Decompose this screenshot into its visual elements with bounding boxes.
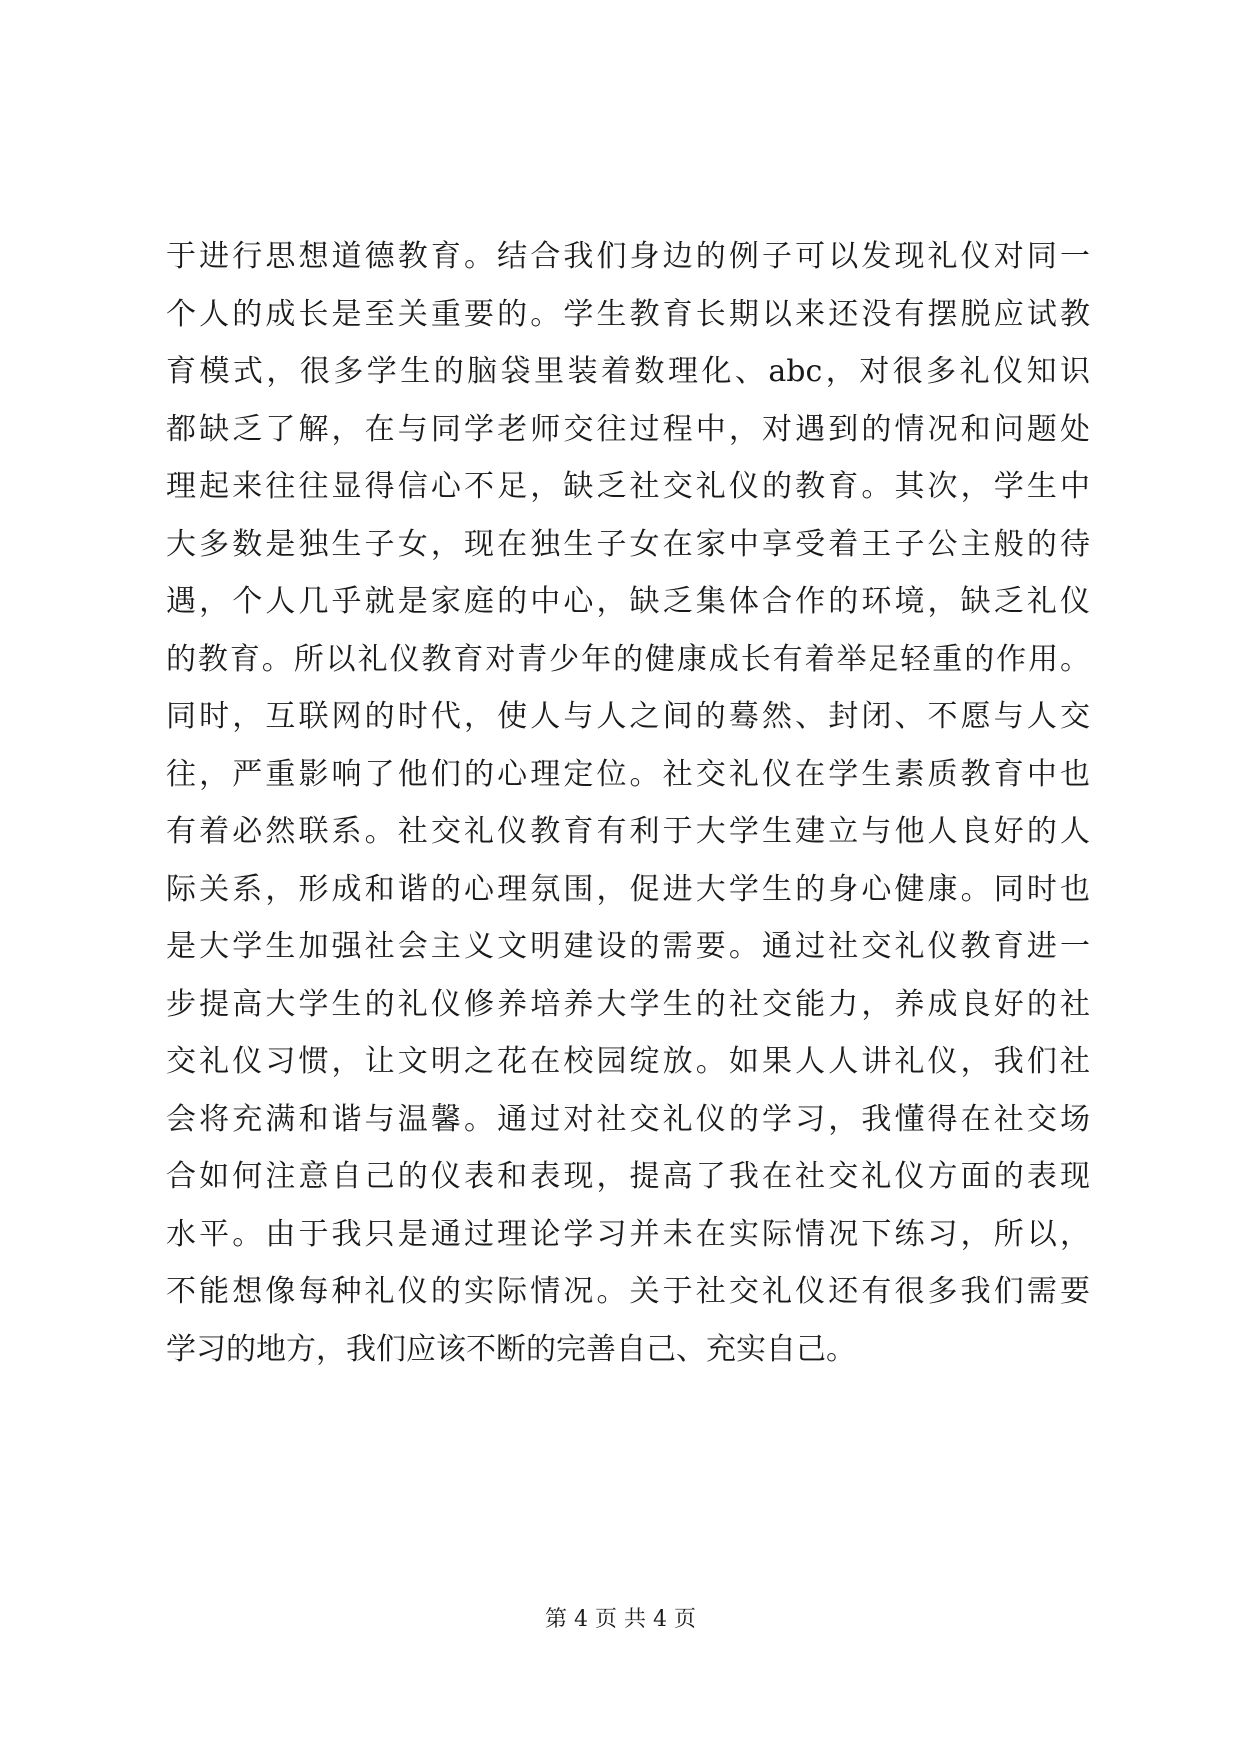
text-line: 际关系，形成和谐的心理氛围，促进大学生的身心健康。同时也 [166, 871, 1090, 907]
text-line: 步提高大学生的礼仪修养培养大学生的社交能力，养成良好的社 [166, 986, 1090, 1022]
body-text [166, 228, 1090, 1378]
text-line: 个人的成长是至关重要的。学生教育长期以来还没有摆脱应试教 [166, 296, 1090, 332]
page-number-footer: 第 4 页 共 4 页 [545, 1607, 696, 1632]
text-line: 是大学生加强社会主义文明建设的需要。通过社交礼仪教育进一 [166, 929, 1090, 964]
text-line: 有着必然联系。社交礼仪教育有利于大学生建立与他人良好的人 [166, 814, 1090, 849]
text-line: 都缺乏了解，在与同学老师交往过程中，对遇到的情况和问题处 [166, 411, 1090, 447]
text-line: 往，严重影响了他们的心理定位。社交礼仪在学生素质教育中也 [166, 756, 1090, 792]
text-line: 水平。由于我只是通过理论学习并未在实际情况下练习，所以， [166, 1216, 1090, 1252]
text-line: 学习的地方，我们应该不断的完善自己、充实自己。 [166, 1331, 856, 1367]
text-line: 遇，个人几乎就是家庭的中心，缺乏集体合作的环境，缺乏礼仪 [166, 584, 1090, 619]
text-line: 交礼仪习惯，让文明之花在校园绽放。如果人人讲礼仪，我们社 [166, 1044, 1090, 1079]
text-line: 不能想像每种礼仪的实际情况。关于社交礼仪还有很多我们需要 [166, 1274, 1090, 1309]
text-line: 于进行思想道德教育。结合我们身边的例子可以发现礼仪对同一 [166, 239, 1090, 274]
text-line: 同时，互联网的时代，使人与人之间的蓦然、封闭、不愿与人交 [166, 699, 1090, 734]
text-line: 的教育。所以礼仪教育对青少年的健康成长有着举足轻重的作用。 [166, 641, 1090, 677]
text-line: 合如何注意自己的仪表和表现，提高了我在社交礼仪方面的表现 [166, 1159, 1090, 1194]
text-line: 理起来往往显得信心不足，缺乏社交礼仪的教育。其次，学生中 [166, 469, 1090, 504]
text-line: 会将充满和谐与温馨。通过对社交礼仪的学习，我懂得在社交场 [166, 1101, 1090, 1137]
text-line: 育模式，很多学生的脑袋里装着数理化、abc，对很多礼仪知识 [166, 354, 1090, 389]
text-line: 大多数是独生子女，现在独生子女在家中享受着王子公主般的待 [166, 526, 1090, 562]
